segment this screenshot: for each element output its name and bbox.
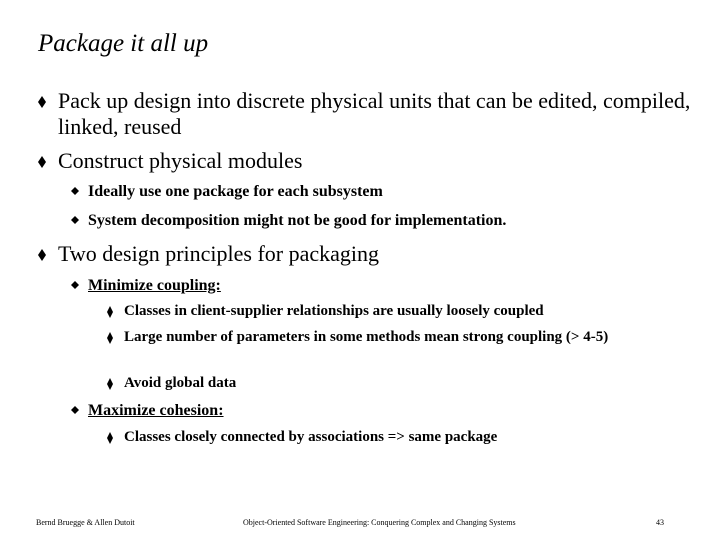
diamond-bullet-icon	[104, 428, 116, 447]
small-diamond-bullet-icon	[70, 211, 82, 231]
sub-sub-bullet-text: Classes in client-supplier relationships are usually loosely coupled	[124, 303, 544, 319]
sub-bullet-text: Maximize cohesion:	[88, 402, 224, 419]
small-diamond-bullet-icon	[70, 401, 82, 421]
diamond-bullet-icon	[36, 241, 48, 267]
footer-book-title: Object-Oriented Software Engineering: Conquering Complex and Changing Systems	[243, 518, 516, 527]
small-diamond-bullet-icon	[70, 276, 82, 296]
small-diamond-bullet-icon	[70, 182, 82, 202]
diamond-bullet-icon	[36, 88, 48, 114]
footer-page-number: 43	[656, 518, 664, 527]
bullet-text: Two design principles for packaging	[58, 241, 380, 266]
diamond-bullet-icon	[104, 374, 116, 393]
bullet-text: Construct physical modules	[58, 148, 303, 173]
sub-bullet-text: Minimize coupling:	[88, 277, 221, 294]
bullet-text: Pack up design into discrete physical units that can be edited, compiled, linked, reused	[58, 88, 691, 139]
sub-bullet-text: Ideally use one package for each subsystem	[88, 183, 383, 200]
diamond-bullet-icon	[104, 302, 116, 321]
slide-title: Package it all up	[38, 30, 209, 57]
sub-sub-bullet-text: Classes closely connected by associations => same package	[124, 429, 498, 445]
footer-authors: Bernd Bruegge & Allen Dutoit	[36, 518, 135, 527]
sub-sub-bullet-text: Avoid global data	[124, 375, 237, 391]
sub-sub-bullet-text: Large number of parameters in some methods mean strong coupling (> 4-5)	[124, 329, 609, 345]
diamond-bullet-icon	[36, 148, 48, 174]
diamond-bullet-icon	[104, 328, 116, 347]
sub-bullet-text: System decomposition might not be good for implementation.	[88, 212, 507, 229]
